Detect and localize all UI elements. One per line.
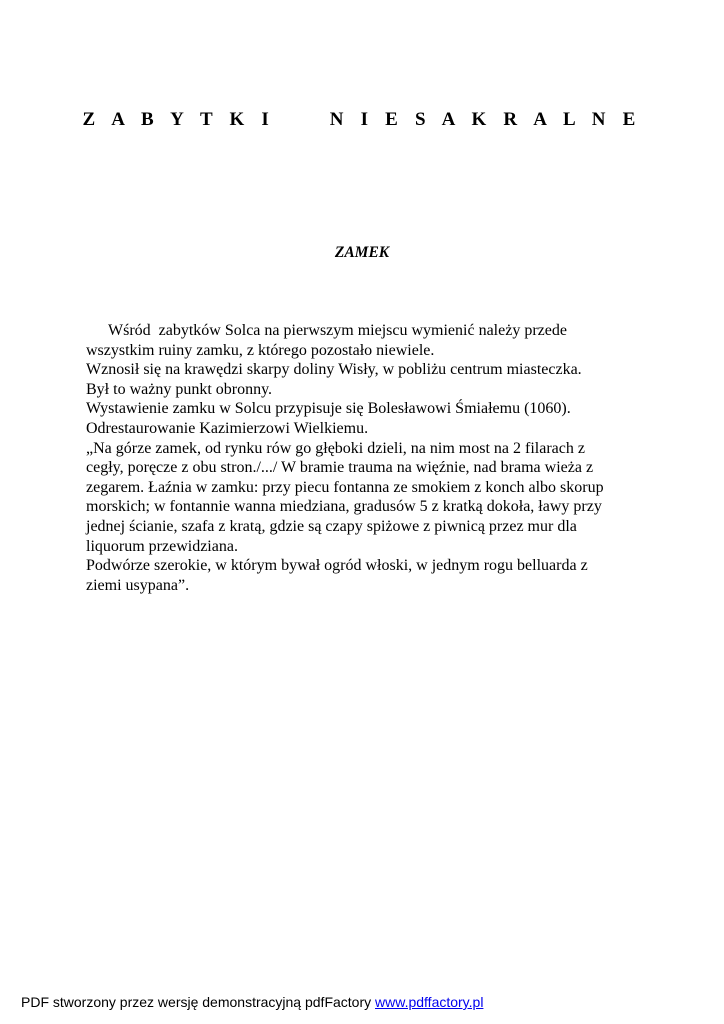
body-text [86, 321, 686, 595]
text-line: Podwórze szerokie, w którym bywał ogród włoski, w jednym rogu belluarda z [86, 557, 588, 575]
text-line: Odrestaurowanie Kazimierzowi Wielkiemu. [86, 419, 369, 437]
text-line: zegarem. Łaźnia w zamku: przy piecu fontanna ze smokiem z konch albo skorup [86, 478, 604, 496]
text-line: Wystawienie zamku w Solcu przypisuje się Bolesławowi Śmiałemu (1060). [86, 400, 571, 418]
text-line: jednej ścianie, szafa z kratą, gdzie są czapy spiżowe z piwnicą przez mur dla [86, 517, 577, 535]
pdf-footer [21, 994, 483, 1010]
text-line: liquorum przewidziana. [86, 537, 238, 555]
text-line: wszystkim ruiny zamku, z którego pozostało niewiele. [86, 341, 435, 359]
section-title-text: ZAMEK [334, 244, 390, 261]
section-title [0, 244, 724, 262]
text-line: Wśród zabytków Solca na pierwszym miejscu wymienić należy przede [108, 322, 567, 339]
text-line: Był to ważny punkt obronny. [86, 380, 273, 398]
text-line: cegły, poręcze z obu stron./.../ W bramie trauma na więźnie, nad brama wieża z [86, 459, 594, 477]
text-line: „Na górze zamek, od rynku rów go głęboki dzieli, na nim most na 2 filarach z [86, 439, 585, 457]
text-line: ziemi usypana”. [86, 576, 190, 594]
footer-text: PDF stworzony przez wersję demonstracyjną pdfFactory [21, 994, 376, 1010]
text-line: Wznosił się na krawędzi skarpy doliny Wisły, w pobliżu centrum miasteczka. [86, 361, 582, 379]
pdffactory-link[interactable]: www.pdffactory.pl [375, 994, 484, 1010]
page-heading: Z A B Y T K I N I E S A K R A L N E [82, 109, 642, 130]
text-line: morskich; w fontannie wanna miedziana, gradusów 5 z kratką dokoła, ławy przy [86, 498, 602, 516]
